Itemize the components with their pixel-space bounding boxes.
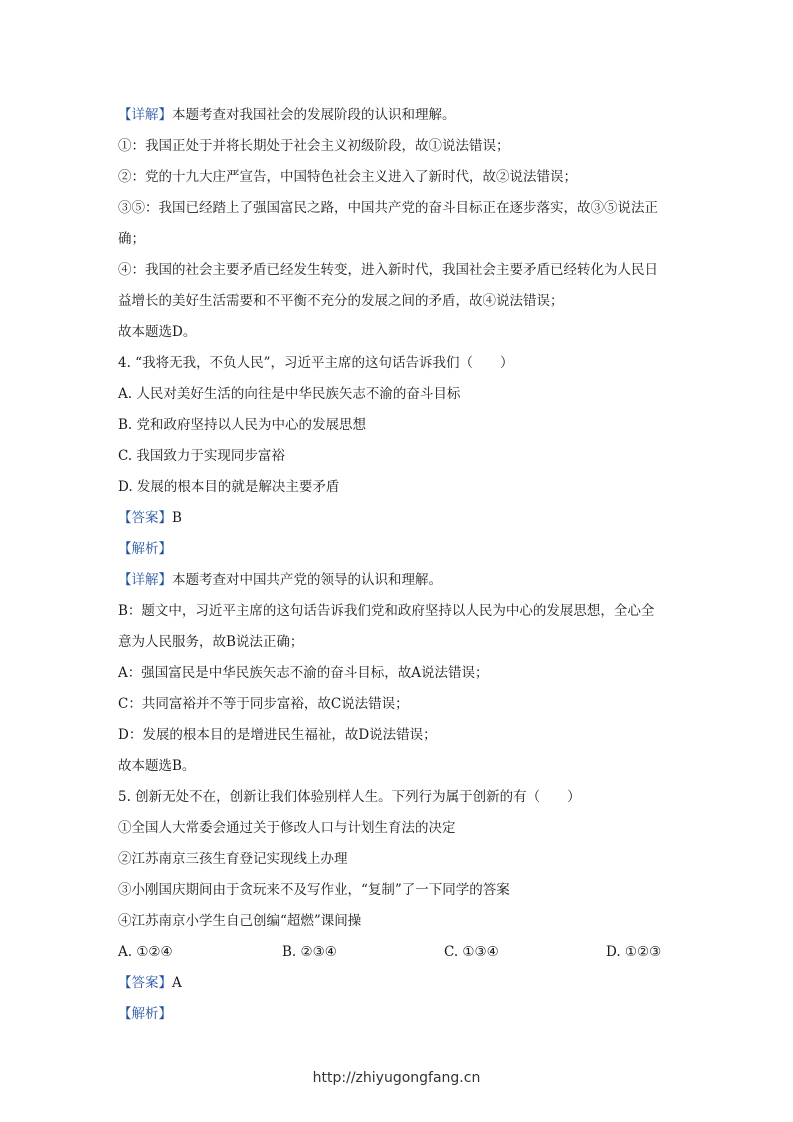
line-text: 4. “我将无我，不负人民”，习近平主席的这句话告诉我们（ ） [118, 355, 514, 371]
answer-option: A. ①②④ [118, 944, 173, 960]
answer-option: D. ①②③ [606, 944, 662, 960]
text-line [118, 261, 658, 279]
section-tag: 【详解】 [118, 572, 172, 588]
line-text: C. 我国致力于实现同步富裕 [118, 448, 285, 464]
line-text: 本题考查对中国共产党的领导的认识和理解。 [172, 572, 442, 588]
line-text: ③⑤：我国已经踏上了强国富民之路，中国共产党的奋斗目标正在逐步落实，故③⑤说法正 [118, 200, 658, 216]
text-line [118, 602, 654, 620]
line-text: ②江苏南京三孩生育登记实现线上办理 [118, 851, 348, 867]
text-line [118, 509, 182, 527]
answer-option: B. ②③④ [282, 944, 337, 960]
section-tag: 【解析】 [118, 1006, 172, 1022]
text-line [118, 416, 366, 434]
text-line [118, 819, 456, 837]
text-line [118, 168, 577, 186]
line-text: ④：我国的社会主要矛盾已经发生转变，进入新时代，我国社会主要矛盾已经转化为人民日 [118, 262, 658, 278]
text-line [118, 323, 196, 341]
line-text: D：发展的根本目的是增进民生福祉，故D说法错误； [118, 727, 437, 743]
text-line [118, 230, 145, 248]
section-tag: 【答案】 [118, 510, 172, 526]
text-line [118, 974, 182, 992]
text-line [118, 106, 456, 124]
text-line [118, 881, 510, 899]
text-line [118, 788, 581, 806]
line-text: A. 人民对美好生活的向往是中华民族矢志不渝的奋斗目标 [118, 386, 461, 402]
line-text: B：题文中，习近平主席的这句话告诉我们党和政府坚持以人民为中心的发展思想，全心全 [118, 603, 655, 619]
section-tag: 【详解】 [118, 107, 172, 123]
text-line [118, 540, 172, 558]
line-text: 确； [118, 231, 145, 247]
text-line [118, 757, 195, 775]
text-line [118, 571, 442, 589]
line-text: 本题考查对我国社会的发展阶段的认识和理解。 [172, 107, 456, 123]
text-line [118, 447, 285, 465]
text-line [118, 1005, 172, 1023]
line-text: B. 党和政府坚持以人民为中心的发展思想 [118, 417, 367, 433]
line-text: B [172, 510, 182, 526]
text-line [118, 726, 437, 744]
line-text: ③小刚国庆期间由于贪玩来不及写作业，“复制”了一下同学的答案 [118, 882, 510, 898]
section-tag: 【答案】 [118, 975, 172, 991]
line-text: 故本题选D。 [118, 324, 197, 340]
text-line [118, 292, 564, 310]
footer-url: http://zhiyugongfang.cn [312, 1070, 481, 1086]
line-text: ②：党的十九大庄严宣告，中国特色社会主义进入了新时代，故②说法错误； [118, 169, 577, 185]
line-text: 故本题选B。 [118, 758, 196, 774]
text-line [118, 137, 510, 155]
line-text: 5. 创新无处不在，创新让我们体验别样人生。下列行为属于创新的有（ ） [118, 789, 581, 805]
line-text: 意为人民服务，故B说法正确； [118, 634, 304, 650]
text-line [118, 664, 489, 682]
section-tag: 【解析】 [118, 541, 172, 557]
text-line [118, 912, 361, 930]
line-text: A：强国富民是中华民族矢志不渝的奋斗目标，故A说法错误； [118, 665, 489, 681]
line-text: A [172, 975, 182, 991]
text-line [118, 633, 303, 651]
line-text: ①：我国正处于并将长期处于社会主义初级阶段，故①说法错误； [118, 138, 510, 154]
line-text: 益增长的美好生活需要和不平衡不充分的发展之间的矛盾，故④说法错误； [118, 293, 564, 309]
answer-option: C. ①③④ [444, 944, 499, 960]
text-line [118, 850, 348, 868]
text-line [118, 199, 658, 217]
line-text: ①全国人大常委会通过关于修改人口与计划生育法的决定 [118, 820, 456, 836]
text-line [118, 385, 460, 403]
line-text: C：共同富裕并不等于同步富裕，故C说法错误； [118, 696, 409, 712]
line-text: ④江苏南京小学生自己创编“超燃”课间操 [118, 913, 362, 929]
text-line [118, 478, 339, 496]
text-line [118, 695, 409, 713]
text-line [118, 354, 513, 372]
line-text: D. 发展的根本目的就是解决主要矛盾 [118, 479, 340, 495]
